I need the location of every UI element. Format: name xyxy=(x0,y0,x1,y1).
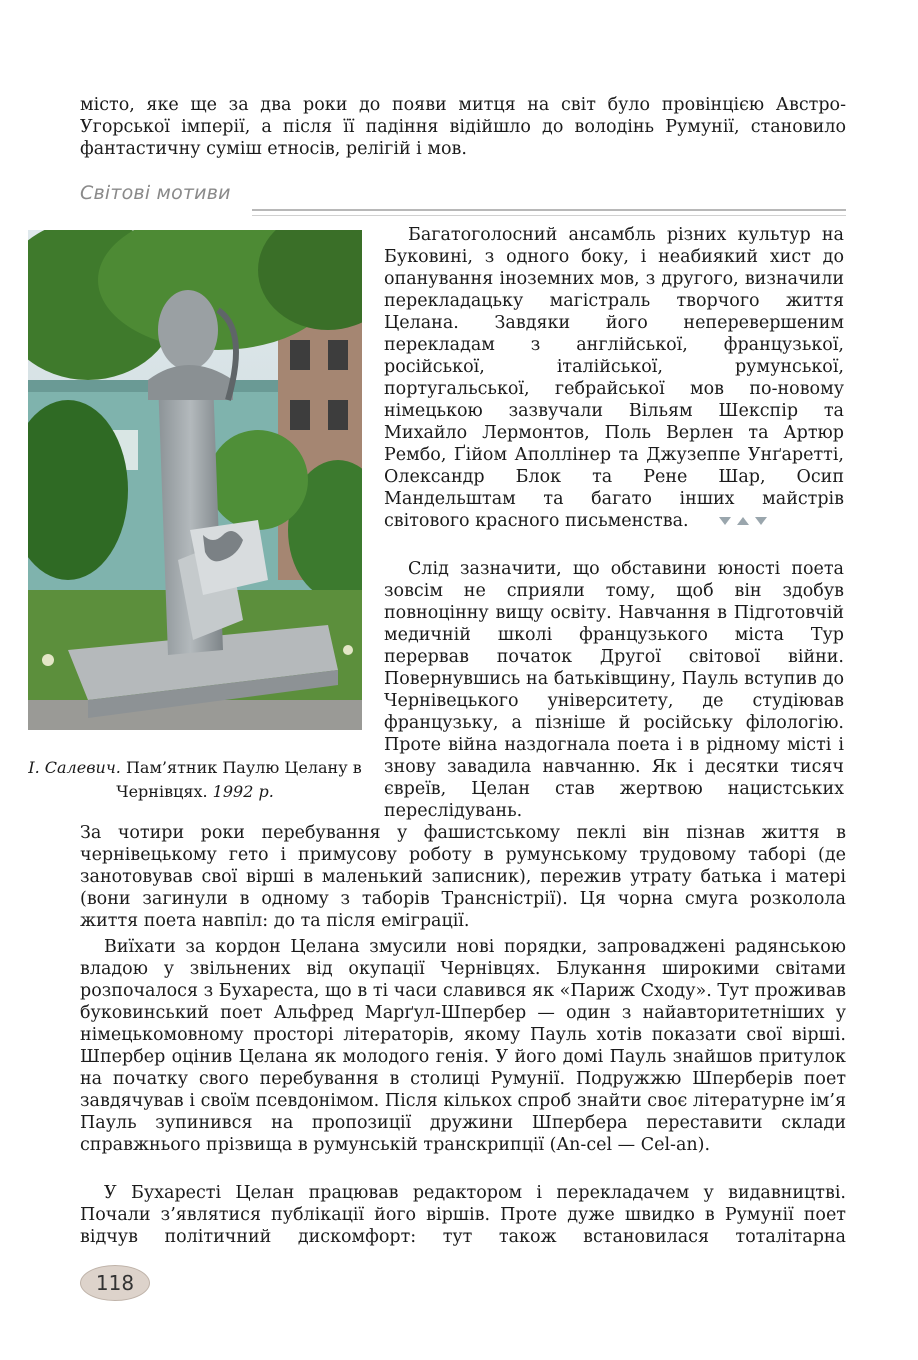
body-paragraph-column: Слід зазначити, що обставини юності поета зовсім не сприяли тому, щоб він здобув повноцінну вищу освіту. Навчання в Підготовчій медичній школі французького міста Тур перервав початок Другої світової війни. Повернувшись на батьківщину, Пауль вступив до Чернівецького університету, де студіював французьку, а пізніше й російську філологію. Проте війна наздогнала поета і в рідному місті і знову завадила навчанню. Як і десятки тисяч євреїв, Целан став жертвою нацистських переслідувань. xyxy=(384,559,844,821)
body-paragraph-2: Виїхати за кордон Целана змусили нові порядки, запроваджені радянською владою у звільнених від окупації Чернівцях. Блукання широкими світами розпочалося з Бухареста, що в ті часи славився як «Париж Сходу». Тут проживав буковинський поет Альфред Марґул-Шпербер — один з найавторитетніших у німецькомовному просторі літераторів, якому Пауль хотів показати свої вірші. Шпербер оцінив Целана як молодого генія. У його домі Пауль знайшов притулок на початку свого перебування в столиці Румунії. Подружжю Шперберів поет завдячував і своїм псевдонімом. Після кількох спроб знайти своє літературне ім’я Пауль зупинився на пропозиції дружини Шпербера переставити склади справжнього прізвища в румунській транскрипції (An-cel — Cel-an). xyxy=(80,937,846,1155)
photo-caption xyxy=(28,756,362,804)
page-number: 118 xyxy=(80,1265,150,1301)
heading-rule xyxy=(252,209,846,216)
body-paragraph-3: У Бухаресті Целан працював редактором і перекладачем у видавництві. Почали з’являтися публікації його віршів. Проте дуже швидко в Румунії поет відчув політичний дискомфорт: тут також встановилася тоталітарна xyxy=(80,1183,846,1247)
intro-paragraph: місто, яке ще за два роки до появи митця на світ було провінцією Австро-Угорської імперії, а після її падіння відійшло до володінь Румунії, становило фантастичну суміш етносів, релігій і мов. xyxy=(80,95,846,159)
section-paragraph xyxy=(384,224,844,533)
caption-year: 1992 р. xyxy=(212,782,274,801)
triangle-markers-icon xyxy=(695,511,767,533)
caption-title: Пам’ятник Паулю Целану в Чернівцях. xyxy=(116,758,362,801)
section-text: Багатоголосний ансамбль різних культур на Буковині, з одного боку, і неабиякий хист до опанування іноземних мов, з другого, визначили перекладацьку магістраль творчого життя Целана. Завдяки його неперевершеним перекладам з англійської, французької, російської, італійської, румунської, португальської, гебрайської мов по-новому німецькою зазвучали Вільям Шекспір та Михайло Лермонтов, Поль Верлен та Артюр Рембо, Ґійом Аполлінер та Джузеппе Унґаретті, Олександр Блок та Рене Шар, Осип Мандельштам та багато інших майстрів світового красного письменства. xyxy=(384,225,844,531)
section-heading: Світові мотиви xyxy=(80,182,231,204)
caption-author: І. Салевич. xyxy=(28,758,121,777)
monument-photo xyxy=(28,230,362,730)
body-paragraph-1: За чотири роки перебування у фашистському пеклі він пізнав життя в чернівецькому гето і примусову роботу в румунському трудовому таборі (де занотовував свої вірші в маленький записник), пережив утрату батька і матері (вони загинули в одному з таборів Трансністрії). Ця чорна смуга розколола життя поета навпіл: до та після еміграції. xyxy=(80,823,846,931)
